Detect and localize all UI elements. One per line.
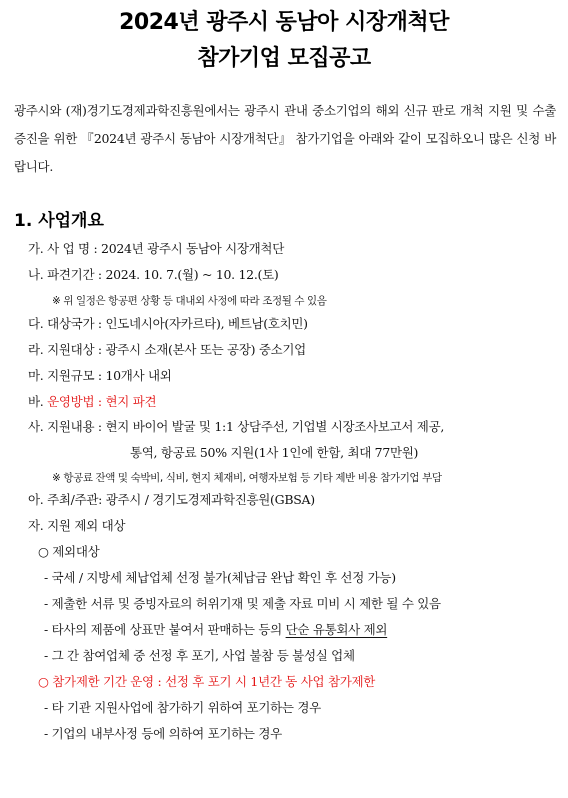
section-1-title: 1. 사업개요: [14, 211, 104, 231]
item-exclusion-title: 자. 지원 제외 대상: [28, 518, 126, 533]
page-title-line1: 2024년 광주시 동남아 시장개척단: [119, 10, 449, 35]
limit-item-internal: - 기업의 내부사정 등에 의하여 포기하는 경우: [44, 726, 282, 741]
exclusion-item-tax: - 국세 / 지방세 체납업체 선정 불가(체납금 완납 확인 후 선정 가능): [44, 570, 396, 585]
exclusion-header: ○ 제외대상: [38, 544, 100, 559]
item-support-content-cont: 통역, 항공료 50% 지원(1사 1인에 한함, 최대 77만원): [130, 445, 419, 460]
item-dispatch-period: 나. 파견기간 : 2024. 10. 7.(월) ~ 10. 12.(토): [28, 267, 279, 282]
exclusion-item-distribution-underlined: 단순 유통회사 제외: [285, 622, 388, 637]
item-operation-label: 운영방법 : 현지 파견: [47, 394, 157, 409]
intro-text: 광주시와 (재)경기도경제과학진흥원에서는 광주시 관내 중소기업의 해외 신규 판로 개척 지원 및 수출 증진을 위한 『2024년 광주시 동남아 시장개척단』 참가기업을 아래와 같이 모집하오니 많은 신청 바랍니다.: [14, 103, 556, 174]
item-target-countries: 다. 대상국가 : 인도네시아(자카르타), 베트남(호치민): [28, 316, 308, 331]
item-organizer: 아. 주최/주관: 광주시 / 경기도경제과학진흥원(GBSA): [28, 492, 315, 507]
item-project-name: 가. 사 업 명 : 2024년 광주시 동남아 시장개척단: [28, 241, 284, 256]
item-operation-method: [28, 394, 156, 410]
intro-paragraph: [14, 97, 556, 181]
exclusion-item-distribution: [44, 622, 387, 638]
item-operation-prefix: 바.: [28, 394, 48, 409]
note-schedule: ※ 위 일정은 항공편 상황 등 대내외 사정에 따라 조정될 수 있음: [52, 295, 327, 307]
item-scale: 마. 지원규모 : 10개사 내외: [28, 368, 172, 383]
exclusion-item-distribution-prefix: - 타사의 제품에 상표만 붙여서 판매하는 등의: [44, 622, 286, 637]
item-eligibility: 라. 지원대상 : 광주시 소재(본사 또는 공장) 중소기업: [28, 342, 306, 357]
note-airfare: ※ 항공료 잔액 및 숙박비, 식비, 현지 체재비, 여행자보험 등 기타 제반 비용 참가기업 부담: [52, 472, 442, 484]
limit-item-other-program: - 타 기관 지원사업에 참가하기 위하여 포기하는 경우: [44, 700, 321, 715]
exclusion-item-false-docs: - 제출한 서류 및 증빙자료의 허위기재 및 제출 자료 미비 시 제한 될 수 있음: [44, 596, 441, 611]
item-support-content: 사. 지원내용 : 현지 바이어 발굴 및 1:1 상담주선, 기업별 시장조사보고서 제공,: [28, 419, 445, 434]
exclusion-item-insincere: - 그 간 참여업체 중 선정 후 포기, 사업 불참 등 불성실 업체: [44, 648, 355, 663]
limit-period-header: ○ 참가제한 기간 운영 : 선정 후 포기 시 1년간 동 사업 참가제한: [38, 674, 376, 689]
page-title-line2: 참가기업 모집공고: [197, 46, 371, 71]
